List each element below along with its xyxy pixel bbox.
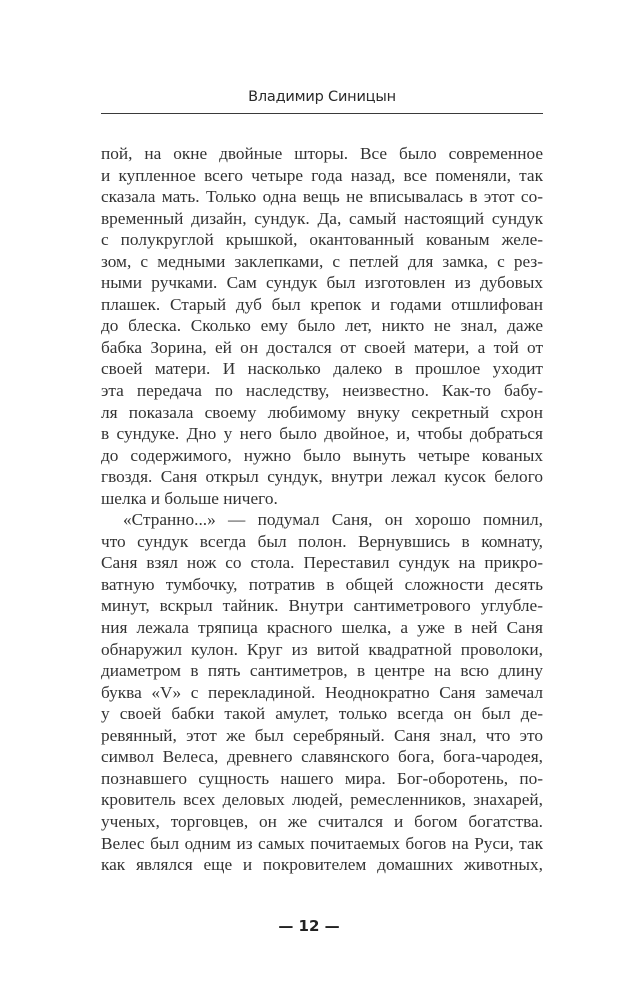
text-line: ния лежала тряпица красного шелка, а уже в ней Саня [101, 618, 543, 638]
text-line: ученых, торговцев, он же считался и богом богатства. [101, 811, 543, 831]
body-text [101, 143, 543, 876]
text-line: ными ручками. Сам сундук был изготовлен из дубовых [101, 273, 543, 293]
text-line: обнаружил кулон. Круг из витой квадратной проволоки, [101, 639, 543, 659]
text-line: пой, на окне двойные шторы. Все было современное [101, 144, 543, 163]
text-line: бабка Зорина, ей он достался от своей матери, а той от [101, 337, 543, 357]
text-line: своей матери. И насколько далеко в прошлое уходит [101, 359, 543, 379]
running-head-author: Владимир Синицын [248, 89, 396, 105]
text-line: до блеска. Сколько ему было лет, никто не знал, даже [101, 316, 543, 336]
text-line: что сундук всегда был полон. Вернувшись в комнату, [101, 531, 543, 551]
text-line: кровитель всех деловых людей, ремесленников, знахарей, [101, 790, 543, 810]
text-line: Велес был одним из самых почитаемых богов на Руси, так [101, 833, 543, 853]
text-line: у своей бабки такой амулет, только всегда он был де- [101, 704, 543, 724]
text-line: ревянный, этот же был серебряный. Саня знал, что это [101, 725, 543, 745]
text-line: как являлся еще и покровителем домашних животных, [101, 855, 543, 875]
text-line: зом, с медными заклепками, с петлей для замка, с рез- [101, 251, 543, 271]
text-line: плашек. Старый дуб был крепок и годами отшлифован [101, 294, 543, 314]
text-line: временный дизайн, сундук. Да, самый настоящий сундук [101, 208, 543, 228]
text-line: минут, вскрыл тайник. Внутри сантиметрового углубле- [101, 596, 543, 616]
text-line: ля показала своему любимому внуку секретный схрон [101, 402, 543, 422]
header-rule [101, 113, 543, 114]
text-line: с полукруглой крышкой, окантованный кованым желе- [101, 230, 543, 250]
text-line: сказала мать. Только одна вещь не вписывалась в этот со- [101, 187, 543, 207]
text-line: Саня взял нож со стола. Переставил сундук на прикро- [101, 553, 543, 573]
text-line: «Странно...» — подумал Саня, он хорошо помнил, [123, 510, 543, 530]
text-line: и купленное всего четыре года назад, все поменяли, так [101, 165, 543, 185]
text-line: до содержимого, нужно было вынуть четыре кованых [101, 445, 543, 465]
text-line: диаметром в пять сантиметров, в центре на всю длину [101, 661, 543, 681]
text-line: познавшего сущность нашего мира. Бог-оборотень, по- [101, 768, 543, 788]
text-line: буква «V» с перекладиной. Неоднократно Саня замечал [101, 682, 543, 702]
text-line: ватную тумбочку, потратив в общей сложности десять [101, 574, 543, 594]
text-line: шелка и больше ничего. [101, 488, 278, 508]
text-line: в сундуке. Дно у него было двойное, и, чтобы добраться [101, 424, 543, 444]
text-line: гвоздя. Саня открыл сундук, внутри лежал кусок белого [101, 467, 543, 487]
page-number: — 12 — [278, 917, 340, 935]
text-line: символ Велеса, древнего славянского бога, бога-чародея, [101, 747, 543, 767]
text-line: эта передача по наследству, неизвестно. Как-то бабу- [101, 381, 543, 401]
